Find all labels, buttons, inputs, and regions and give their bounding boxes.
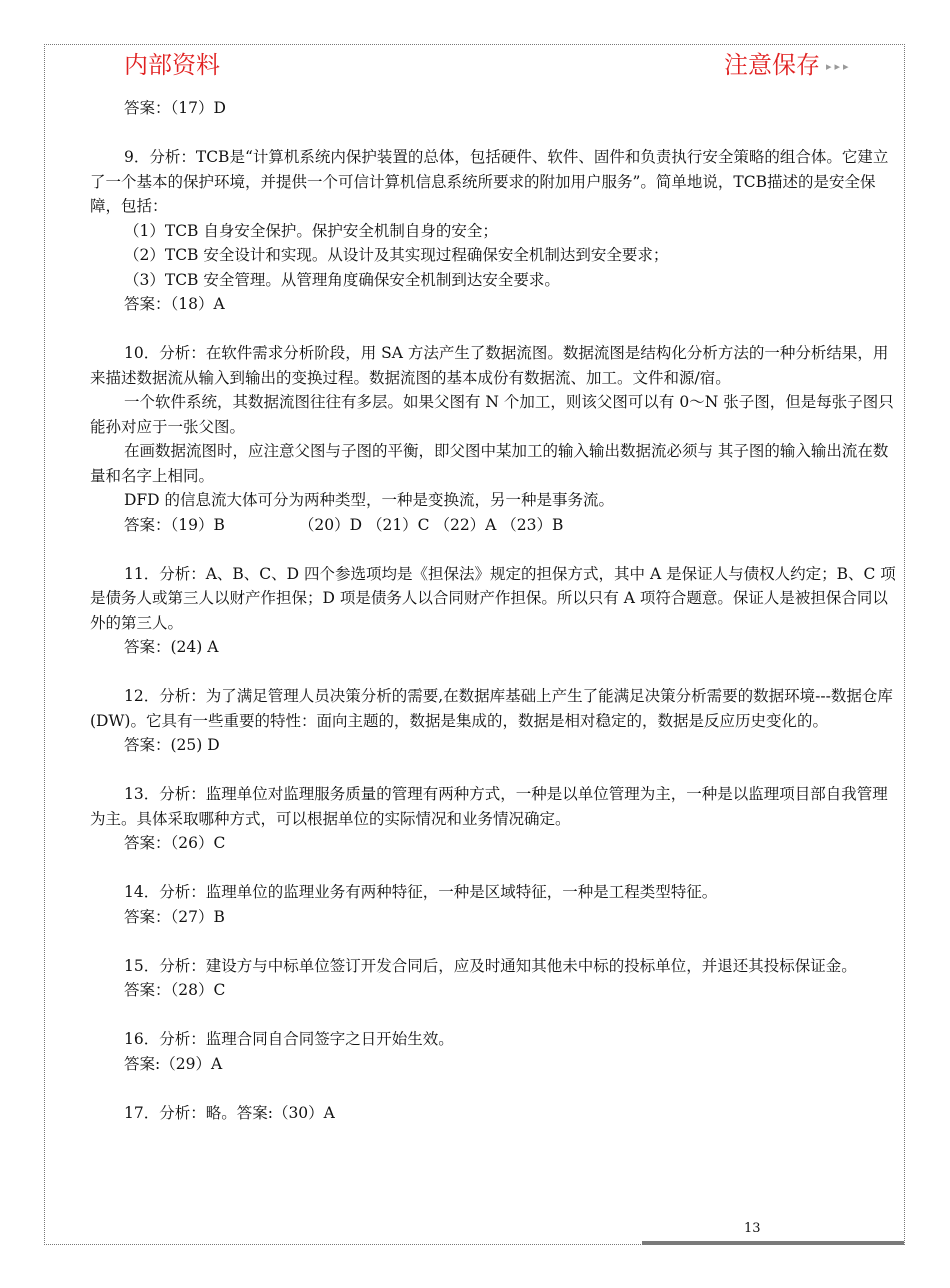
q9-item-1: （1）TCB 自身安全保护。保护安全机制自身的安全； — [124, 221, 498, 240]
answer-28: 答案：（28）C — [124, 981, 226, 999]
answer-19: 答案：（19）B — [124, 515, 225, 534]
q10-paragraph-2: 一个软件系统，其数据流图往往有多层。如果父图有 N 个加工，则该父图可以有 0～N 张子图，但是每张子图只能孙对应于一张父图。 — [90, 393, 894, 436]
answer-19-23 — [90, 513, 902, 538]
answer-17: 答案：（17）D — [124, 99, 226, 117]
page-number: 13 — [744, 1221, 761, 1236]
q16-analysis: 16．分析：监理合同自合同签字之日开始生效。 — [124, 1030, 454, 1048]
answer-27: 答案：（27）B — [124, 907, 225, 926]
q13-analysis: 13．分析：监理单位对监理服务质量的管理有两种方式，一种是以单位管理为主，一种是以监理项目部自我管理为主。具体采取哪种方式，可以根据单位的实际情况和业务情况确定。 — [90, 785, 888, 828]
answer-26: 答案：（26）C — [124, 834, 226, 852]
q11-analysis: 11．分析：A、B、C、D 四个参选项均是《担保法》规定的担保方式，其中 A 是保证人与债权人约定；B、C 项是债务人或第三人以财产作担保；D 项是债务人以合同财产作担保。所以只有 A 项符合题意。保证人是被担保合同以外的第三人。 — [90, 564, 896, 632]
q9-analysis: 9．分析：TCB是“计算机系统内保护装置的总体，包括硬件、软件、固件和负责执行安全策略的组合体。它建立了一个基本的保护环境，并提供一个可信计算机信息系统所要求的附加用户服务”。简单地说，TCB描述的是安全保障，包括： — [90, 148, 889, 215]
q9-item-2: （2）TCB 安全设计和实现。从设计及其实现过程确保安全机制达到安全要求； — [124, 246, 669, 264]
q14-analysis: 14．分析：监理单位的监理业务有两种特征，一种是区域特征，一种是工程类型特征。 — [124, 883, 718, 901]
q17-analysis: 17．分析：略。答案:（30）A — [124, 1103, 335, 1122]
answer-25: 答案：(25) D — [124, 736, 220, 754]
q12-analysis: 12．分析：为了满足管理人员决策分析的需要,在数据库基础上产生了能满足决策分析需要的数据环境---数据仓库(DW)。它具有一些重要的特性：面向主题的，数据是集成的，数据是相对稳定的，数据是反应历史变化的。 — [90, 687, 893, 730]
q9-item-3: （3）TCB 安全管理。从管理角度确保安全机制到达安全要求。 — [124, 270, 560, 289]
q10-analysis: 10．分析：在软件需求分析阶段，用 SA 方法产生了数据流图。数据流图是结构化分析方法的一种分析结果，用来描述数据流从输入到输出的变换过程。数据流图的基本成份有数据流、加工。文件和源/宿。 — [90, 344, 889, 387]
q15-analysis: 15．分析：建设方与中标单位签订开发合同后，应及时通知其他未中标的投标单位，并退还其投标保证金。 — [124, 956, 857, 975]
header-arrows-icon: ▸▸▸ — [826, 60, 852, 73]
answer-24: 答案：(24) A — [124, 638, 219, 656]
answer-20-23: （20）D （21）C （22）A （23）B — [298, 515, 564, 534]
answer-29: 答案:（29）A — [124, 1054, 223, 1073]
header-internal-label: 内部资料 — [124, 51, 220, 79]
header-keep-label: 注意保存 — [724, 51, 820, 79]
document-body — [90, 96, 902, 1125]
q10-paragraph-3: 在画数据流图时，应注意父图与子图的平衡，即父图中某加工的输入输出数据流必须与 其子图的输入输出流在数量和名字上相同。 — [90, 442, 889, 485]
answer-18: 答案：（18）A — [124, 295, 225, 313]
q10-paragraph-4: DFD 的信息流大体可分为两种类型，一种是变换流，另一种是事务流。 — [124, 491, 615, 509]
footer-bar — [642, 1241, 904, 1245]
